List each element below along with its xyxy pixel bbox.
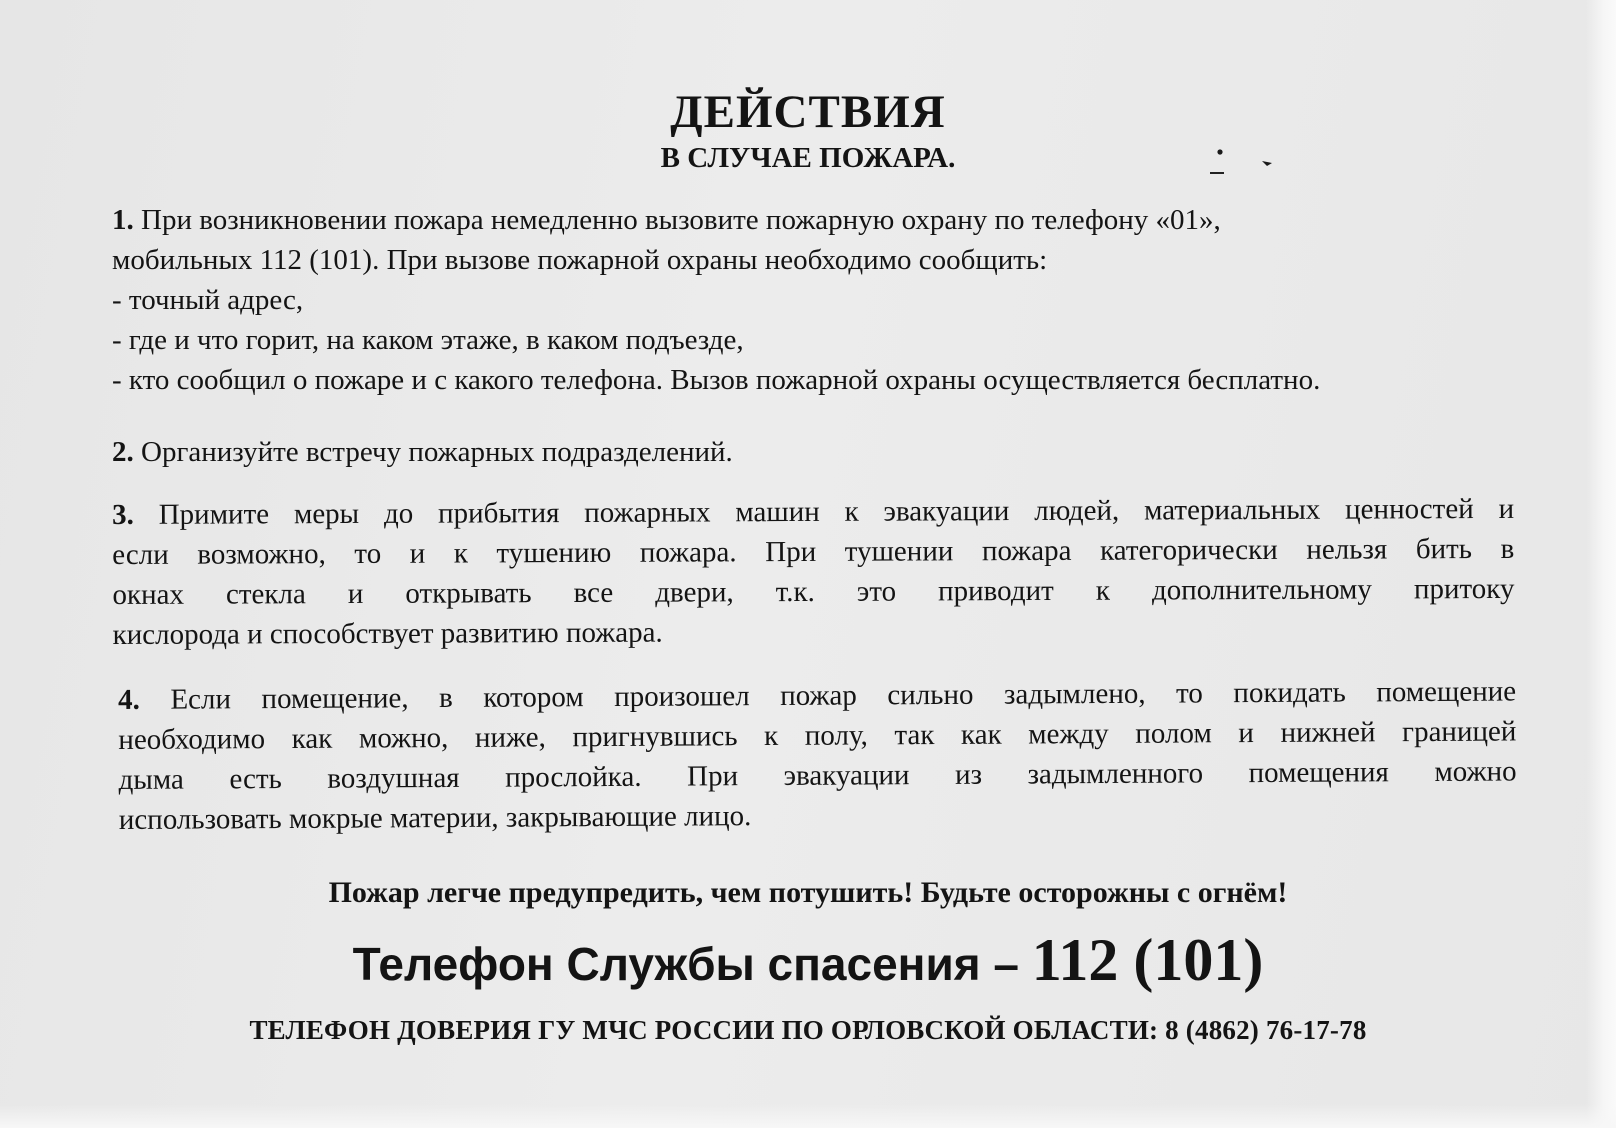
- instruction-line: [112, 489, 1514, 535]
- instruction-line: кислорода и способствует развитию пожара.: [112, 616, 663, 651]
- instruction-item-1: [112, 200, 1492, 400]
- instruction-line: - где и что горит, на каком этаже, в каком подъезде,: [112, 324, 744, 356]
- instruction-line: мобильных 112 (101). При вызове пожарной охраны необходимо сообщить:: [112, 244, 1048, 276]
- instruction-line: - кто сообщил о пожаре и с какого телефона. Вызов пожарной охраны осуществляется бесплатно.: [112, 364, 1321, 396]
- instruction-line: - точный адрес,: [112, 284, 304, 316]
- instruction-line: использовать мокрые материи, закрывающие лицо.: [118, 800, 752, 836]
- safety-slogan: Пожар легче предупредить, чем потушить! Будьте осторожны с огнём!: [328, 876, 1288, 909]
- item-text: При возникновении пожара немедленно вызовите пожарную охрану по телефону «01»,: [141, 204, 1221, 236]
- instruction-item-3: [112, 489, 1515, 655]
- item-text: Если помещение, в котором произошел пожар сильно задымлено, то покидать помещение: [170, 675, 1517, 716]
- instruction-line: [112, 432, 1492, 472]
- trust-hotline: ТЕЛЕФОН ДОВЕРИЯ ГУ МЧС РОССИИ ПО ОРЛОВСКОЙ ОБЛАСТИ: 8 (4862) 76-17-78: [249, 1015, 1367, 1045]
- page-title: ДЕЙСТВИЯ: [670, 86, 946, 138]
- ink-specks-decoration: [1210, 148, 1320, 188]
- instruction-line: необходимо как можно, ниже, пригнувшись к полу, так как между полом и нижней границей: [118, 715, 1517, 756]
- rescue-phone-line: [0, 927, 1616, 994]
- item-number: 2.: [112, 436, 134, 468]
- rescue-phone-label: Телефон Службы спасения –: [352, 938, 1032, 990]
- item-number: 1.: [112, 204, 134, 236]
- item-text: Примите меры до прибытия пожарных машин к эвакуации людей, материальных ценностей и: [158, 492, 1515, 531]
- scan-edge-right: [1586, 0, 1616, 1128]
- instruction-item-4: [118, 671, 1517, 840]
- page-subtitle: В СЛУЧАЕ ПОЖАРА.: [660, 142, 956, 174]
- item-number: 4.: [118, 683, 140, 716]
- scan-edge-bottom: [0, 1104, 1616, 1128]
- instruction-line: если возможно, то и к тушению пожара. При тушении пожара категорически нельзя бить в: [112, 532, 1515, 571]
- instruction-line: окнах стекла и открывать все двери, т.к. это приводит к дополнительному притоку: [112, 572, 1515, 611]
- rescue-phone-number: 112 (101): [1031, 927, 1264, 993]
- item-text: Организуйте встречу пожарных подразделений.: [141, 436, 733, 468]
- instruction-item-2: [112, 432, 1492, 472]
- instruction-line: дыма есть воздушная прослойка. При эвакуации из задымленного помещения можно: [118, 755, 1517, 796]
- instruction-line: [112, 200, 1492, 240]
- item-number: 3.: [112, 498, 134, 531]
